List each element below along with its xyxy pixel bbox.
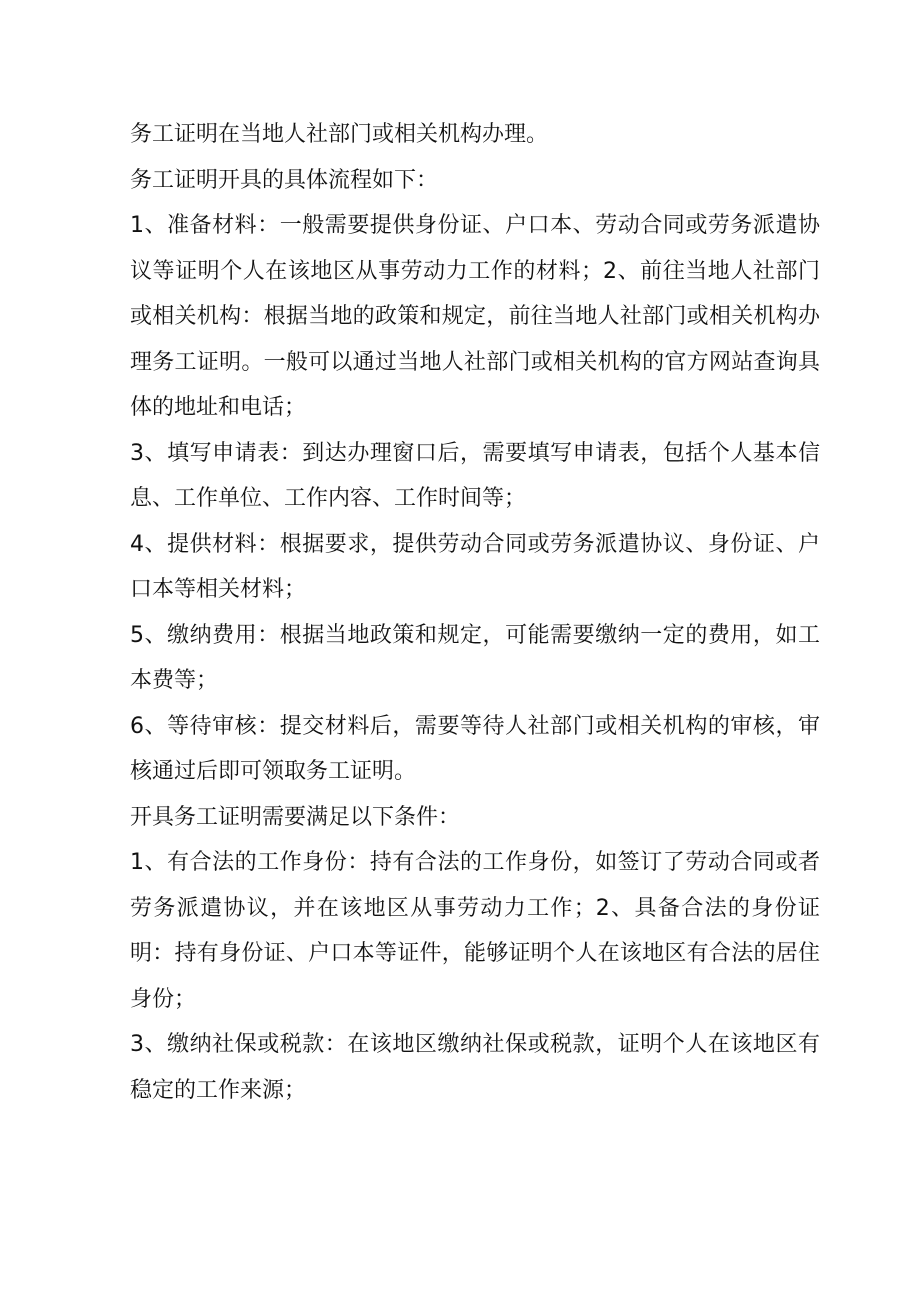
paragraph-step-4: 4、提供材料：根据要求，提供劳动合同或劳务派遣协议、身份证、户口本等相关材料；	[130, 531, 820, 602]
paragraph-step-5: 5、缴纳费用：根据当地政策和规定，可能需要缴纳一定的费用，如工本费等；	[130, 622, 820, 693]
paragraph-intro: 务工证明在当地人社部门或相关机构办理。	[130, 122, 549, 147]
paragraph-step-3: 3、填写申请表：到达办理窗口后，需要填写申请表，包括个人基本信息、工作单位、工作内容、工作时间等；	[130, 440, 820, 511]
paragraph-process-heading: 务工证明开具的具体流程如下：	[130, 167, 439, 193]
paragraph-conditions-heading: 开具务工证明需要满足以下条件：	[130, 804, 461, 830]
paragraph-condition-1-2: 1、有合法的工作身份：持有合法的工作身份，如签订了劳动合同或者劳务派遣协议，并在该地区从事劳动力工作；2、具备合法的身份证明：持有身份证、户口本等证件，能够证明个人在该地区有合法的居住身份；	[130, 850, 820, 1012]
paragraph-condition-3: 3、缴纳社保或税款：在该地区缴纳社保或税款，证明个人在该地区有稳定的工作来源；	[130, 1032, 820, 1103]
document-body	[130, 112, 820, 1113]
paragraph-step-1-2: 1、准备材料：一般需要提供身份证、户口本、劳动合同或劳务派遣协议等证明个人在该地区从事劳动力工作的材料；2、前往当地人社部门或相关机构：根据当地的政策和规定，前往当地人社部门或相关机构办理务工证明。一般可以通过当地人社部门或相关机构的官方网站查询具体的地址和电话；	[130, 213, 820, 420]
paragraph-step-6: 6、等待审核：提交材料后，需要等待人社部门或相关机构的审核，审核通过后即可领取务工证明。	[130, 713, 820, 784]
